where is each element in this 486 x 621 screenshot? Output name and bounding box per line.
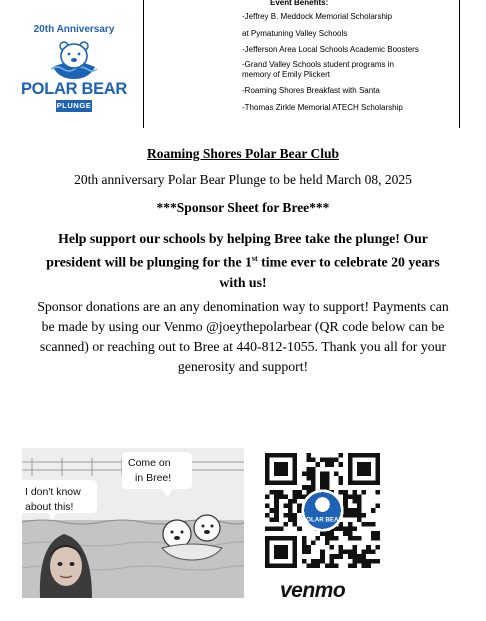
- qr-module: [329, 531, 334, 536]
- qr-module: [320, 471, 325, 476]
- qr-module: [371, 559, 376, 564]
- donation-paragraph: [14, 297, 472, 377]
- qr-module: [274, 504, 279, 509]
- qr-module: [334, 458, 339, 463]
- logo-anniversary-text: 20th Anniversary: [33, 24, 115, 35]
- qr-module: [375, 490, 380, 495]
- qr-module: [352, 559, 357, 564]
- qr-module: [339, 550, 344, 555]
- qr-module: [348, 527, 353, 532]
- qr-module: [339, 554, 344, 559]
- qr-module: [348, 494, 353, 499]
- qr-module: [325, 540, 330, 545]
- benefit-item: memory of Emily Plickert: [242, 70, 331, 79]
- qr-module: [283, 494, 288, 499]
- qr-module: [339, 453, 344, 458]
- qr-module: [362, 490, 367, 495]
- qr-module: [329, 462, 334, 467]
- qr-module: [329, 559, 334, 564]
- qr-module: [352, 508, 357, 513]
- qr-module: [375, 536, 380, 541]
- header-divider-left: [143, 0, 144, 128]
- qr-module: [325, 481, 330, 486]
- qr-module: [265, 527, 270, 532]
- benefit-item: at Pymatuning Valley Schools: [242, 29, 348, 38]
- qr-module: [288, 499, 293, 504]
- qr-module: [311, 563, 316, 568]
- qr-module: [366, 559, 371, 564]
- qr-module: [297, 494, 302, 499]
- qr-module: [311, 458, 316, 463]
- qr-module: [375, 504, 380, 509]
- qr-module: [311, 485, 316, 490]
- benefit-item: -Jeffrey B. Meddock Memorial Scholarship: [242, 12, 393, 21]
- qr-module: [352, 490, 357, 495]
- venmo-qr-code[interactable]: [265, 453, 380, 568]
- qr-module: [343, 494, 348, 499]
- qr-module: [329, 458, 334, 463]
- qr-module: [348, 536, 353, 541]
- qr-module: [348, 563, 353, 568]
- qr-module: [348, 508, 353, 513]
- qr-module: [274, 490, 279, 495]
- qr-module: [274, 499, 279, 504]
- qr-module: [311, 471, 316, 476]
- qr-module: [274, 494, 279, 499]
- qr-module: [320, 476, 325, 481]
- qr-module: [334, 554, 339, 559]
- qr-module: [352, 536, 357, 541]
- qr-module: [288, 517, 293, 522]
- qr-module: [320, 458, 325, 463]
- qr-module: [325, 485, 330, 490]
- club-name-text: Roaming Shores Polar Bear Club: [146, 146, 340, 161]
- qr-module: [302, 536, 307, 541]
- donation-line: Sponsor donations are an any denomination way to support! Payments can: [37, 299, 449, 314]
- bubble-left-line: about this!: [25, 501, 74, 513]
- qr-module: [343, 499, 348, 504]
- qr-module: [366, 522, 371, 527]
- qr-module: [302, 485, 307, 490]
- qr-module: [366, 550, 371, 555]
- help-support-paragraph: [22, 229, 464, 293]
- qr-module: [352, 563, 357, 568]
- qr-module: [329, 536, 334, 541]
- qr-module: [320, 481, 325, 486]
- qr-module: [306, 563, 311, 568]
- qr-module: [357, 517, 362, 522]
- qr-module: [306, 453, 311, 458]
- qr-module: [293, 494, 298, 499]
- qr-module: [357, 494, 362, 499]
- qr-module: [302, 545, 307, 550]
- qr-module: [306, 467, 311, 472]
- qr-module: [348, 522, 353, 527]
- qr-module: [343, 508, 348, 513]
- qr-module: [325, 531, 330, 536]
- qr-module: [274, 517, 279, 522]
- polar-bear-plunge-logo: [16, 24, 132, 116]
- benefit-item: -Jefferson Area Local Schools Academic Boosters: [242, 45, 419, 54]
- qr-module: [348, 550, 353, 555]
- qr-module: [371, 508, 376, 513]
- qr-module: [288, 508, 293, 513]
- qr-module: [329, 554, 334, 559]
- qr-module: [352, 545, 357, 550]
- qr-module: [352, 554, 357, 559]
- qr-module: [357, 536, 362, 541]
- qr-module: [302, 540, 307, 545]
- qr-module: [316, 462, 321, 467]
- qr-module: [348, 513, 353, 518]
- qr-module: [279, 494, 284, 499]
- qr-module: [320, 550, 325, 555]
- qr-module: [339, 476, 344, 481]
- donation-line: be made by using our Venmo @joeythepolarbear (QR code below can be: [41, 319, 445, 334]
- qr-module: [362, 550, 367, 555]
- help-line-text: time ever to celebrate 20 years: [257, 254, 440, 270]
- qr-module: [371, 536, 376, 541]
- qr-module: [325, 476, 330, 481]
- qr-module: [306, 476, 311, 481]
- bubble-left-line: I don't know: [25, 486, 81, 498]
- qr-module: [270, 527, 275, 532]
- qr-module: [316, 536, 321, 541]
- qr-module: [352, 527, 357, 532]
- donation-line: scanned) or reaching out to Bree at 440-812-1055. Thank you all for your: [39, 339, 447, 354]
- qr-module: [311, 481, 316, 486]
- qr-module: [325, 563, 330, 568]
- qr-module: [288, 504, 293, 509]
- qr-module: [311, 467, 316, 472]
- qr-module: [352, 513, 357, 518]
- qr-module: [316, 563, 321, 568]
- qr-module: [371, 531, 376, 536]
- qr-module: [339, 545, 344, 550]
- qr-module: [362, 554, 367, 559]
- qr-module: [371, 550, 376, 555]
- event-date-line: 20th anniversary Polar Bear Plunge to be held March 08, 2025: [74, 172, 412, 187]
- qr-module: [357, 504, 362, 509]
- qr-module: [325, 471, 330, 476]
- qr-module: [293, 517, 298, 522]
- qr-module: [302, 550, 307, 555]
- event-benefits-title: Event Benefits:: [270, 0, 329, 7]
- qr-module: [362, 559, 367, 564]
- qr-module: [297, 504, 302, 509]
- qr-module: [343, 513, 348, 518]
- qr-module: [311, 540, 316, 545]
- qr-module: [334, 536, 339, 541]
- qr-module: [297, 527, 302, 532]
- logo-subtitle: PLUNGE: [56, 101, 92, 110]
- qr-module: [316, 559, 321, 564]
- qr-module: [306, 485, 311, 490]
- qr-module: [320, 559, 325, 564]
- qr-module: [343, 550, 348, 555]
- qr-module: [306, 471, 311, 476]
- qr-module: [283, 513, 288, 518]
- qr-module: [297, 490, 302, 495]
- qr-module: [329, 545, 334, 550]
- plunge-cartoon-image: [22, 448, 244, 598]
- qr-module: [357, 559, 362, 564]
- qr-module: [357, 508, 362, 513]
- qr-center-logo: [301, 489, 343, 531]
- qr-module: [279, 490, 284, 495]
- sponsor-sheet-title: ***Sponsor Sheet for Bree***: [156, 200, 330, 215]
- qr-module: [352, 494, 357, 499]
- qr-module: [339, 481, 344, 486]
- qr-module: [293, 522, 298, 527]
- qr-module: [293, 490, 298, 495]
- help-line: [22, 249, 464, 273]
- benefit-item: -Thomas Zirkle Memorial ATECH Scholarship: [242, 103, 403, 112]
- qr-module: [334, 471, 339, 476]
- qr-module: [348, 554, 353, 559]
- qr-module: [348, 531, 353, 536]
- donation-line: generosity and support!: [177, 359, 309, 374]
- qr-module: [265, 513, 270, 518]
- qr-module: [339, 490, 344, 495]
- qr-module: [362, 513, 367, 518]
- qr-module: [375, 559, 380, 564]
- qr-module: [274, 513, 279, 518]
- logo-title: POLAR BEAR: [20, 80, 128, 98]
- qr-module: [311, 476, 316, 481]
- bubble-right-line: Come on: [128, 457, 171, 469]
- qr-module: [283, 522, 288, 527]
- qr-module: [366, 563, 371, 568]
- qr-module: [274, 508, 279, 513]
- help-line: Help support our schools by helping Bree take the plunge! Our: [58, 231, 428, 246]
- qr-module: [288, 513, 293, 518]
- qr-module: [325, 462, 330, 467]
- qr-module: [270, 508, 275, 513]
- bubble-right-line: in Bree!: [135, 472, 172, 484]
- qr-module: [306, 545, 311, 550]
- qr-module: [343, 531, 348, 536]
- qr-module: [270, 490, 275, 495]
- qr-module: [293, 513, 298, 518]
- qr-module: [279, 527, 284, 532]
- qr-module: [293, 499, 298, 504]
- qr-module: [362, 563, 367, 568]
- qr-module: [357, 499, 362, 504]
- qr-module: [375, 531, 380, 536]
- benefit-item: -Grand Valley Schools student programs in: [242, 60, 394, 69]
- club-name: [0, 146, 486, 162]
- qr-module: [343, 490, 348, 495]
- qr-module: [265, 494, 270, 499]
- polar-bear-icon: [49, 37, 99, 81]
- qr-module: [366, 545, 371, 550]
- qr-module: [306, 458, 311, 463]
- qr-module: [311, 559, 316, 564]
- qr-module: [343, 504, 348, 509]
- help-line: with us!: [219, 274, 267, 290]
- header-divider-right: [459, 0, 460, 128]
- qr-module: [320, 531, 325, 536]
- qr-center-text: POLAR BEAR: [301, 516, 344, 524]
- benefit-item: -Roaming Shores Breakfast with Santa: [242, 86, 380, 95]
- qr-module: [357, 554, 362, 559]
- qr-module: [325, 458, 330, 463]
- qr-module: [283, 504, 288, 509]
- qr-module: [339, 527, 344, 532]
- qr-module: [325, 536, 330, 541]
- ordinal-suffix: st: [251, 254, 258, 263]
- qr-module: [265, 504, 270, 509]
- qr-module: [339, 462, 344, 467]
- qr-module: [274, 527, 279, 532]
- qr-module: [352, 550, 357, 555]
- venmo-logo: venmo: [280, 579, 346, 602]
- qr-module: [320, 554, 325, 559]
- qr-module: [371, 522, 376, 527]
- qr-module: [297, 508, 302, 513]
- help-line-text: president will be plunging for the 1: [46, 254, 252, 270]
- qr-module: [334, 563, 339, 568]
- qr-module: [352, 499, 357, 504]
- qr-module: [302, 559, 307, 564]
- qr-module: [306, 550, 311, 555]
- qr-module: [270, 517, 275, 522]
- qr-module: [357, 513, 362, 518]
- qr-module: [302, 471, 307, 476]
- qr-module: [329, 563, 334, 568]
- qr-module: [375, 545, 380, 550]
- qr-module: [362, 522, 367, 527]
- qr-module: [320, 485, 325, 490]
- qr-module: [343, 527, 348, 532]
